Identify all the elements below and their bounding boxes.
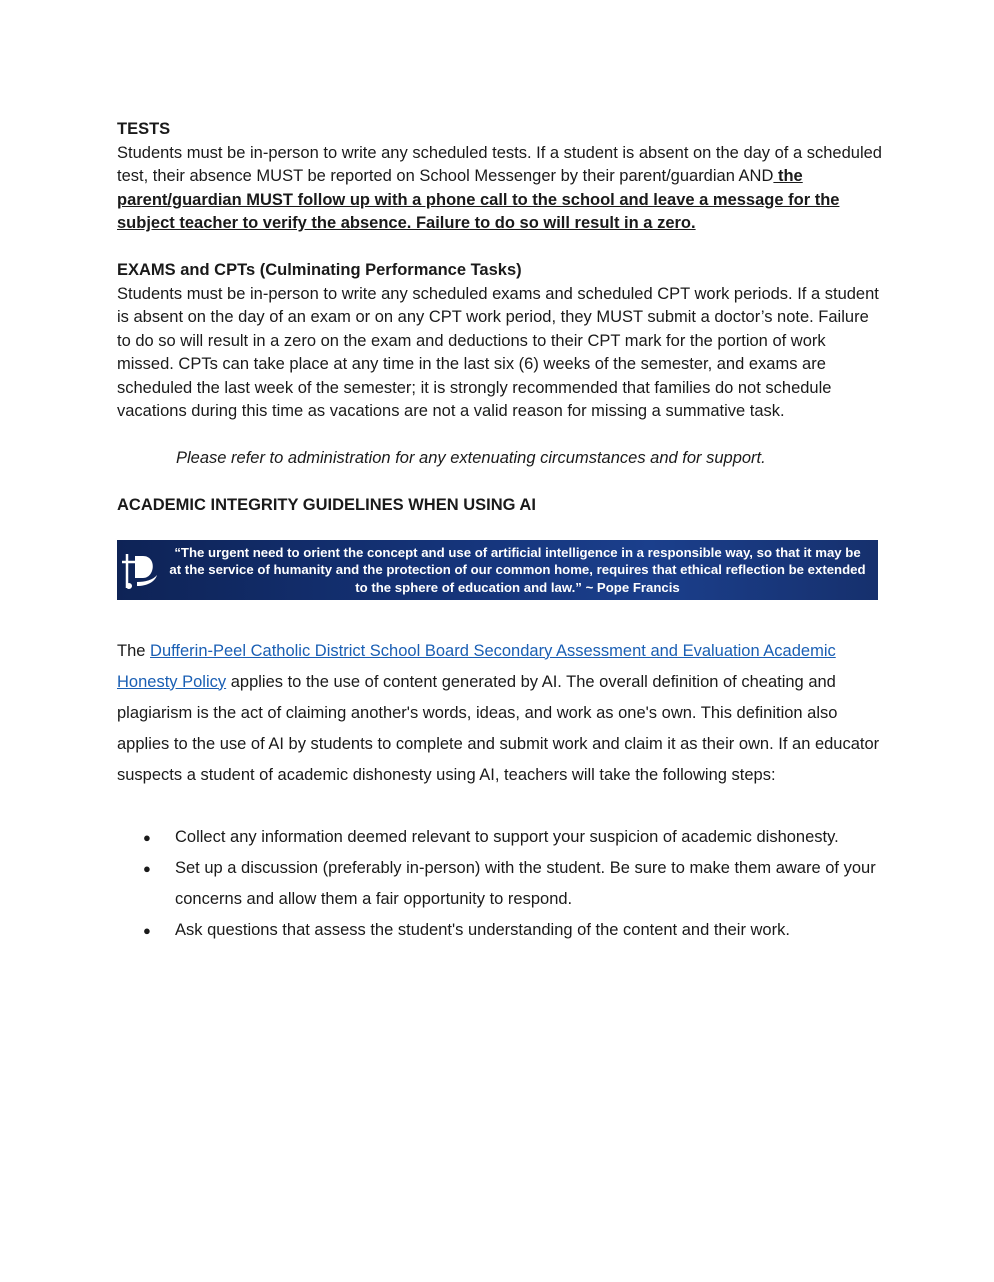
banner-quote: “The urgent need to orient the concept and use of artificial intelligence in a responsible way, so that it may be at the service of humanity and the protection of our common home, requires that ethical reflection be extended to the sphere of education and law.” ~ Pope Francis xyxy=(169,544,866,595)
bullet-icon: ● xyxy=(143,922,151,938)
step-text: Set up a discussion (preferably in-person) with the student. Be sure to make them aware of your concerns and allow them a fair opportunity to respond. xyxy=(175,858,876,908)
administration-note: Please refer to administration for any extenuating circumstances and for support. xyxy=(176,449,766,467)
pope-francis-quote-banner xyxy=(117,540,878,600)
step-text: Collect any information deemed relevant to support your suspicion of academic dishonesty. xyxy=(175,827,839,846)
school-board-logo-icon xyxy=(121,548,161,594)
tests-emphasis: the parent/guardian MUST follow up with a phone call to the school and leave a message for the subject teacher to verify the absence. Failure to do so will result in a zero. xyxy=(117,167,840,232)
bullet-icon: ● xyxy=(143,829,151,845)
spacer xyxy=(117,424,882,448)
ai-intro-paragraph xyxy=(117,636,882,791)
tests-text: Students must be in-person to write any scheduled tests. If a student is absent on the day of a scheduled test, their absence MUST be reported on School Messenger by their parent/guardian AND xyxy=(117,143,882,185)
ai-steps-list xyxy=(117,822,882,946)
academic-honesty-policy-link[interactable]: Dufferin-Peel Catholic District School Board Secondary Assessment and Evaluation Academic Honesty Policy xyxy=(117,641,836,691)
step-text: Ask questions that assess the student's understanding of the content and their work. xyxy=(175,920,790,939)
spacer xyxy=(117,236,882,260)
exams-heading: EXAMS and CPTs (Culminating Performance Tasks) xyxy=(117,261,522,279)
document-page xyxy=(117,118,882,946)
spacer xyxy=(117,471,882,495)
list-item xyxy=(117,822,882,853)
ai-intro-rest: applies to the use of content generated by AI. The overall definition of cheating and plagiarism is the act of claiming another's words, ideas, and work as one's own. This definition also applies to the use of AI by students to complete and submit work and claim it as their own. If an educator suspects a student of academic dishonesty using AI, teachers will take the following steps: xyxy=(117,672,880,784)
ai-intro-prefix: The xyxy=(117,641,151,660)
list-item xyxy=(117,853,882,915)
list-item xyxy=(117,915,882,946)
ai-heading: ACADEMIC INTEGRITY GUIDELINES WHEN USING AI xyxy=(117,496,536,514)
exams-paragraph: Students must be in-person to write any scheduled exams and scheduled CPT work periods. If a student is absent on the day of an exam or on any CPT work period, they MUST submit a doctor’s note. Failure to do so will result in a zero on the exam and deductions to their CPT mark for the portion of work missed. CPTs can take place at any time in the last six (6) weeks of the semester, and exams are scheduled the last week of the semester; it is strongly recommended that families do not schedule vacations during this time as vacations are not a valid reason for missing a summative task. xyxy=(117,284,879,420)
bullet-icon: ● xyxy=(143,860,151,876)
tests-heading: TESTS xyxy=(117,120,171,138)
tests-paragraph xyxy=(117,142,882,236)
